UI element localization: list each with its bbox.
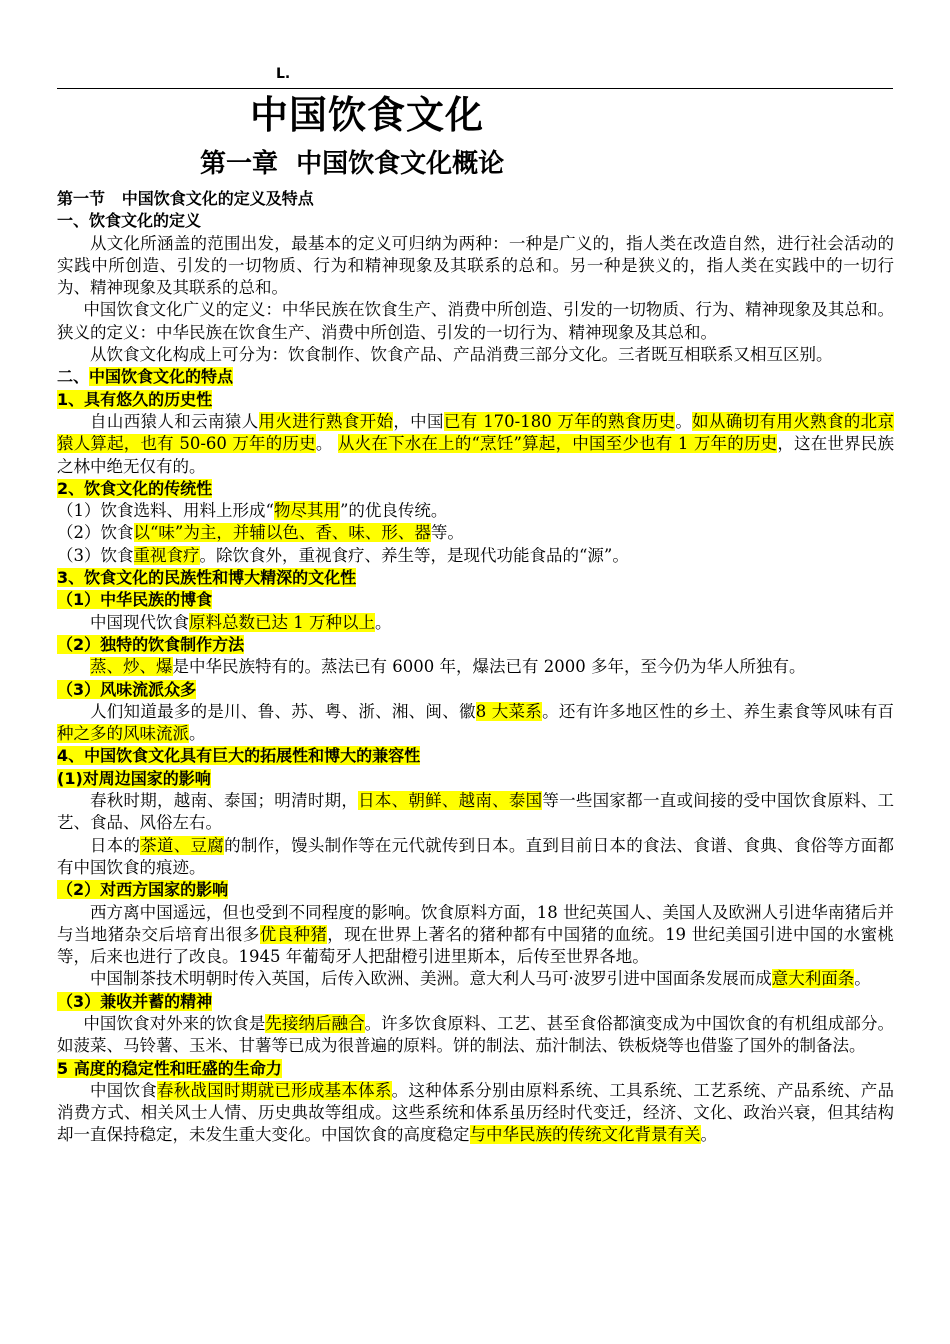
- highlighted-text: 春秋战国时期就已形成基本体系: [157, 1080, 392, 1100]
- highlighted-text: 5 高度的稳定性和旺盛的生命力: [57, 1058, 282, 1078]
- highlighted-text: 蒸、炒、爆: [90, 657, 173, 677]
- highlighted-text: （3）风味流派众多: [57, 679, 197, 699]
- body-paragraph: [57, 902, 894, 969]
- highlighted-text: 2、饮食文化的传统性: [57, 478, 213, 498]
- text-run: ，中国: [393, 411, 444, 431]
- text-run: 中国饮食: [90, 1080, 158, 1100]
- section-heading: [57, 589, 894, 611]
- section-heading: [57, 210, 894, 232]
- section-heading: [57, 1058, 894, 1080]
- body-paragraph: [57, 233, 894, 300]
- highlighted-text: 3、饮食文化的民族性和博大精深的文化性: [57, 568, 357, 588]
- section-heading: [57, 634, 894, 656]
- body-paragraph: [57, 701, 894, 746]
- text-run: 日本的: [90, 835, 141, 855]
- highlighted-text: （1）中华民族的博食: [57, 590, 213, 610]
- body-paragraph: [57, 344, 894, 366]
- highlighted-text: 如从确切有用火熟食的北京猿人算起，也有 50-60 万年的历史: [57, 411, 895, 454]
- highlighted-text: 4、中国饮食文化具有巨大的拓展性和博大的兼容性: [57, 746, 421, 766]
- highlighted-text: 物尽其用: [273, 501, 340, 521]
- text-run: 等。: [430, 523, 464, 543]
- highlighted-text: 先接纳后融合: [265, 1013, 365, 1033]
- body-paragraph: [57, 968, 894, 990]
- section-heading: [57, 768, 894, 790]
- highlighted-text: 重视食疗: [133, 545, 200, 565]
- section-heading: [57, 745, 894, 767]
- text-run: 。: [315, 434, 338, 454]
- body-paragraph: [57, 1080, 894, 1147]
- highlighted-text: （2）对西方国家的影响: [57, 880, 229, 900]
- section-heading: [57, 991, 894, 1013]
- highlighted-text: 中国饮食文化的特点: [89, 367, 234, 387]
- body-paragraph: [57, 835, 894, 880]
- text-run: 从饮食文化构成上可分为：饮食制作、饮食产品、产品消费三部分文化。三者既互相联系又相互区别。: [90, 345, 833, 365]
- highlighted-text: 用火进行熟食开始: [258, 411, 394, 431]
- text-run: 二、: [57, 367, 90, 387]
- text-run: 的制作，馒头制作等在元代就传到日本。直到目前日本的食法、食谱、食典、食俗等方面都有中国饮食的痕迹。: [57, 835, 895, 877]
- highlighted-text: 茶道、豆腐: [140, 835, 225, 855]
- text-run: ”的优良传统。: [339, 501, 448, 521]
- section-heading: [57, 567, 894, 589]
- text-run: ，现在世界上著名的猪种都有中国猪的血统。19 世纪美国引进中国的水蜜桃等，后来也进行了改良。1945 年葡萄牙人把甜橙引进里斯本，后传至世界各地。: [57, 924, 894, 967]
- highlighted-text: 1、具有悠久的历史性: [57, 389, 213, 409]
- text-run: ，这在世界民族之林中绝无仅有的。: [57, 434, 895, 476]
- text-run: 西方离中国遥远，但也受到不同程度的影响。饮食原料方面，18 世纪英国人、美国人及欧洲人引进华南猪后并与当地猪杂交后培育出很多: [57, 902, 894, 944]
- section-heading: [57, 679, 894, 701]
- highlighted-text: 优良种猪: [259, 924, 328, 944]
- section-heading: [57, 478, 894, 500]
- text-run: 。: [854, 969, 871, 989]
- text-run: 。还有许多地区性的乡土、养生素食等风味有百: [542, 701, 895, 721]
- body-paragraph: [57, 500, 894, 522]
- text-run: 等一些国家都一直或间接的受中国饮食原料、工艺、食品、风俗左右。: [57, 791, 895, 833]
- highlighted-text: 已有 170-180 万年的熟食历史: [443, 411, 676, 431]
- document-title: 中国饮食文化: [250, 93, 485, 137]
- highlighted-text: （3）兼收并蓄的精神: [57, 991, 213, 1011]
- text-run: 。: [189, 724, 206, 744]
- text-run: 自山西猿人和云南猿人: [90, 411, 259, 431]
- highlighted-text: 意大利面条: [771, 969, 855, 989]
- body-paragraph: [57, 522, 894, 544]
- highlighted-text: （2）独特的饮食制作方法: [57, 634, 245, 654]
- highlighted-text: 以“味”为主，并辅以色、香、味、形、器: [133, 523, 431, 543]
- text-run: 。这种体系分别由原料系统、工具系统、工艺系统、产品系统、产品消费方式、相关风士人情、历史典故等组成。这些系统和体系虽历经时代变迁，经济、文化、政治兴衰，但其结构却一直保持稳定，未发生重大变化。中国饮食的高度稳定: [57, 1080, 895, 1145]
- chapter-title: 第一章 中国饮食文化概论: [200, 149, 505, 179]
- highlighted-text: 从火在下水在上的“烹饪”算起，中国至少也有 1 万年的历史: [337, 434, 778, 454]
- text-run: 。: [375, 612, 392, 632]
- body-paragraph: [57, 411, 894, 478]
- body-paragraph: [57, 1013, 894, 1058]
- text-run: 中国饮食对外来的饮食是: [83, 1013, 266, 1033]
- highlighted-text: 原料总数已达 1 万种以上: [189, 612, 375, 632]
- text-run: 。: [675, 411, 693, 431]
- text-run: 中国制茶技术明朝时传入英国，后传入欧洲、美洲。意大利人马可·波罗引进中国面条发展而成: [90, 969, 772, 989]
- highlighted-text: (1)对周边国家的影响: [57, 768, 211, 788]
- text-run: 。许多饮食原料、工艺、甚至食俗都演变成为中国饮食的有机组成部分。如菠菜、马铃薯、玉米、甘薯等已成为很普遍的原料。饼的制法、茄汁制法、铁板烧等也借鉴了国外的制备法。: [57, 1013, 895, 1056]
- body-paragraph: [57, 790, 894, 835]
- text-run: （1）饮食选料、用料上形成“: [57, 501, 274, 521]
- section-heading: [57, 188, 894, 210]
- header-mark: L.: [276, 66, 291, 82]
- text-run: 。: [700, 1125, 717, 1145]
- text-run: 春秋时期，越南、泰国；明清时期，: [90, 791, 359, 811]
- section-heading: [57, 389, 894, 411]
- header-rule: [57, 88, 893, 89]
- body-paragraph: [57, 612, 894, 634]
- text-run: 从文化所涵盖的范围出发，最基本的定义可归纳为两种：一种是广义的，指人类在改造自然，进行社会活动的实践中所创造、引发的一切物质、行为和精神现象及其联系的总和。另一种是狭义的，指人类在实践中的一切行为、精神现象及其联系的总和。: [57, 233, 894, 298]
- highlighted-text: 8 大菜系: [475, 701, 543, 721]
- body-paragraph: [57, 545, 894, 567]
- text-run: 一、饮食文化的定义: [57, 211, 202, 231]
- text-run: （3）饮食: [57, 545, 134, 565]
- document-body: [57, 188, 894, 1147]
- text-run: 中国饮食文化广义的定义：中华民族在饮食生产、消费中所创造、引发的一切物质、行为、精神现象及其总和。狭义的定义：中华民族在饮食生产、消费中所创造、引发的一切行为、精神现象及其总和。: [57, 300, 894, 342]
- highlighted-text: 日本、朝鲜、越南、泰国: [358, 791, 543, 811]
- text-run: 中国现代饮食: [90, 612, 189, 632]
- text-run: 。除饮食外，重视食疗、养生等，是现代功能食品的“源”。: [199, 545, 629, 565]
- text-run: （2）饮食: [57, 523, 134, 543]
- text-run: 第一节 中国饮食文化的定义及特点: [57, 189, 314, 208]
- body-paragraph: [57, 656, 894, 678]
- highlighted-text: 种之多的风味流派: [57, 724, 189, 744]
- section-heading: [57, 366, 894, 388]
- section-heading: [57, 879, 894, 901]
- text-run: 是中华民族特有的。蒸法已有 6000 年，爆法已有 2000 多年，至今仍为华人所独有。: [172, 657, 806, 677]
- body-paragraph: [57, 299, 894, 344]
- text-run: 人们知道最多的是川、鲁、苏、粤、浙、湘、闽、徽: [90, 701, 476, 721]
- highlighted-text: 与中华民族的传统文化背景有关: [469, 1125, 701, 1145]
